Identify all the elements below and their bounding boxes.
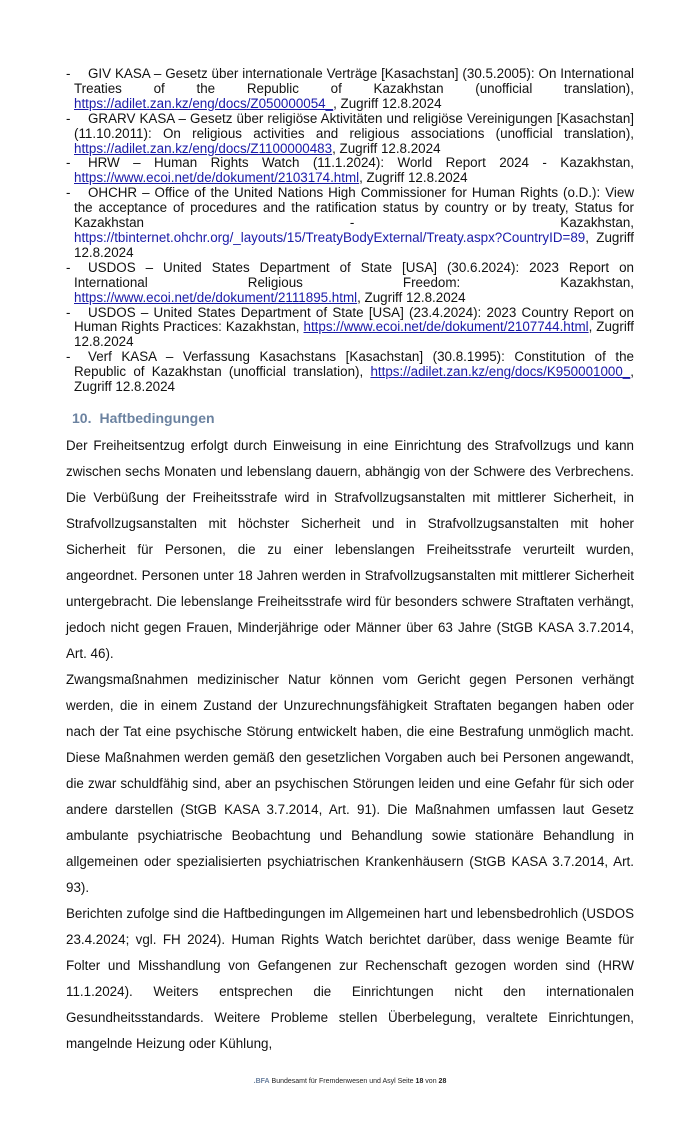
- paragraph: Zwangsmaßnahmen medizinischer Natur können vom Gericht gegen Personen verhängt werden, die in einem Zustand der Unzurechnungsfähigkeit Straftaten begangen haben oder nach der Tat eine psychische Störung entwickelt haben, die eine Bestrafung unmöglich macht. Diese Maßnahmen werden gemäß den gesetzlichen Vorgaben auch bei Personen angewandt, die zwar schuldfähig sind, aber an psychischen Störungen leiden und eine Gefahr für sich oder andere darstellen (StGB KASA 3.7.2014, Art. 91). Die Maßnahmen umfassen laut Gesetz ambulante psychiatrische Beobachtung und Behandlung sowie stationäre Behandlung in allgemeinen oder spezialisierten psychiatrischen Krankenhäusern (StGB KASA 3.7.2014, Art. 93).: [66, 671, 634, 895]
- reference-access: , Zugriff 12.8.2024: [74, 229, 634, 260]
- reference-access: , Zugriff 12.8.2024: [332, 140, 441, 156]
- footer-org: Bundesamt für Fremdenwesen und Asyl: [271, 1077, 396, 1085]
- reference-item: [66, 67, 634, 112]
- reference-text: USDOS – United States Department of State [USA] (23.4.2024): 2023 Country Report on Human Rights Practices: Kazakhstan,: [74, 304, 634, 335]
- reference-link[interactable]: https://adilet.zan.kz/eng/docs/Z1100000483: [74, 140, 333, 156]
- footer-page-number: 18: [415, 1077, 424, 1085]
- reference-text: GRARV KASA – Gesetz über religiöse Aktivitäten und religiöse Vereinigungen [Kasachstan] (11.10.2011): On religious activities and religious associations (unofficial translation),: [74, 110, 634, 141]
- section-number: 10.: [72, 409, 92, 426]
- bullet-dash: -: [66, 259, 71, 275]
- reference-link[interactable]: https://www.ecoi.net/de/dokument/2103174.html: [74, 170, 360, 186]
- reference-access: , Zugriff 12.8.2024: [333, 95, 442, 111]
- reference-link[interactable]: https://adilet.zan.kz/eng/docs/Z050000054_: [74, 95, 334, 111]
- footer-of-label: von: [425, 1077, 437, 1085]
- bullet-dash: -: [66, 66, 71, 81]
- reference-access: , Zugriff 12.8.2024: [357, 289, 466, 305]
- paragraph: Berichten zufolge sind die Haftbedingungen im Allgemeinen hart und lebensbedrohlich (USDOS 23.4.2024; vgl. FH 2024). Human Rights Watch berichtet darüber, dass wenige Beamte für Folter und Misshandlung von Gefangenen zur Rechenschaft gezogen worden sind (HRW 11.1.2024). Weiters entsprechen die Einrichtungen nicht den internationalen Gesundheitsstandards. Weitere Probleme stellen Überbelegung, veraltete Einrichtungen, mangelnde Heizung oder Kühlung,: [66, 905, 634, 1051]
- reference-text: OHCHR – Office of the United Nations High Commissioner for Human Rights (o.D.): View the acceptance of procedures and the ratification status by country or by treaty, Status for Kazakhstan - Kazakhstan,: [74, 185, 634, 231]
- reference-item: [66, 261, 634, 306]
- page-footer: [66, 1077, 634, 1087]
- reference-link[interactable]: https://adilet.zan.kz/eng/docs/K950001000_: [370, 364, 631, 380]
- section-heading: [72, 409, 634, 427]
- bullet-dash: -: [66, 110, 71, 126]
- reference-text: Verf KASA – Verfassung Kasachstans [Kasachstan] (30.8.1995): Constitution of the Republic of Kazakhstan (unofficial translation),: [74, 349, 634, 380]
- reference-text: USDOS – United States Department of State [USA] (30.6.2024): 2023 Report on International Religious Freedom: Kazakhstan,: [74, 259, 634, 290]
- footer-page-label: Seite: [397, 1077, 414, 1085]
- section-title: Haftbedingungen: [99, 409, 215, 426]
- reference-access: , Zugriff 12.8.2024: [359, 170, 468, 186]
- bullet-dash: -: [66, 155, 71, 171]
- reference-access: , Zugriff 12.8.2024: [74, 319, 634, 350]
- section-body: [66, 433, 634, 1057]
- reference-item: [66, 112, 634, 157]
- reference-access: , Zugriff 12.8.2024: [74, 364, 634, 395]
- paragraph: Der Freiheitsentzug erfolgt durch Einweisung in eine Einrichtung des Strafvollzugs und kann zwischen sechs Monaten und lebenslang dauern, abhängig von der Schwere des Verbrechens. Die Verbüßung der Freiheitsstrafe wird in Strafvollzugsanstalten mit mittlerer Sicherheit, in Strafvollzugsanstalten mit höchster Sicherheit und in Strafvollzugsanstalten mit hoher Sicherheit für Personen, die zu einer lebenslangen Freiheitsstrafe verurteilt wurden, angeordnet. Personen unter 18 Jahren werden in Strafvollzugsanstalten mit mittlerer Sicherheit untergebracht. Die lebenslange Freiheitsstrafe wird für besonders schwere Straftaten verhängt, jedoch nicht gegen Frauen, Minderjährige oder Männer über 63 Jahre (StGB KASA 3.7.2014, Art. 46).: [66, 437, 634, 661]
- reference-item: [66, 350, 634, 395]
- reference-text: GIV KASA – Gesetz über internationale Verträge [Kasachstan] (30.5.2005): On International Treaties of the Republic of Kazakhstan (unofficial translation),: [74, 66, 634, 96]
- footer-page-total: 28: [438, 1077, 447, 1085]
- reference-link[interactable]: https://www.ecoi.net/de/dokument/2111895.html: [74, 289, 358, 305]
- bullet-dash: -: [66, 185, 71, 201]
- reference-item: [66, 156, 634, 186]
- bullet-dash: -: [66, 349, 71, 365]
- reference-item: [66, 186, 634, 261]
- bfa-logo: .BFA: [253, 1077, 270, 1085]
- bullet-dash: -: [66, 304, 71, 320]
- reference-link[interactable]: https://tbinternet.ohchr.org/_layouts/15/TreatyBodyExternal/Treaty.aspx?CountryID=89: [74, 229, 586, 245]
- reference-link[interactable]: https://www.ecoi.net/de/dokument/2107744.html: [303, 319, 589, 335]
- reference-list: [66, 67, 634, 395]
- reference-item: [66, 306, 634, 351]
- reference-text: HRW – Human Rights Watch (11.1.2024): World Report 2024 - Kazakhstan,: [88, 155, 634, 171]
